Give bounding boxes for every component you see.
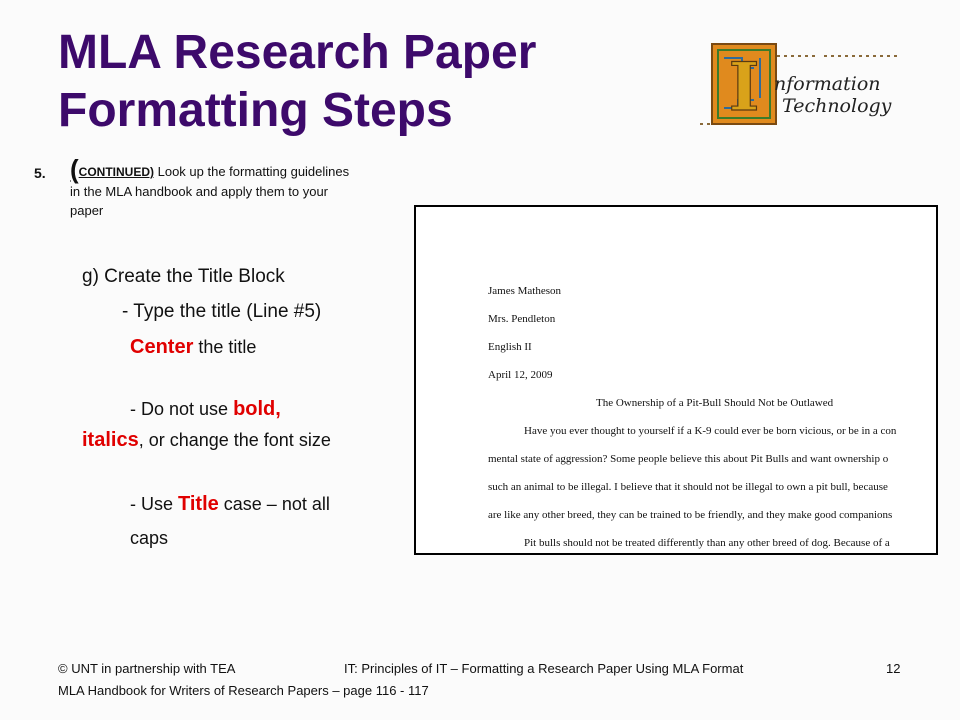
substep-g-heading: g) Create the Title Block	[82, 266, 285, 287]
slide-title-line-2: Formatting Steps	[58, 84, 453, 137]
center-rest: the title	[193, 337, 257, 357]
substep-title-case	[130, 493, 330, 516]
substep-type-title: - Type the title (Line #5)	[122, 301, 322, 322]
title-case-rest: case – not all	[218, 494, 330, 514]
bold-emphasis: bold,	[233, 398, 281, 420]
substep-caps: caps	[130, 528, 169, 548]
step-description: Look up the formatting guidelines in the MLA handbook and apply them to your paper	[70, 164, 350, 218]
substep-italics	[82, 429, 331, 452]
step-5	[34, 154, 354, 220]
footer-course-title: IT: Principles of IT – Formatting a Research Paper Using MLA Format	[344, 661, 744, 676]
footer-copyright: © UNT in partnership with TEA	[58, 661, 236, 676]
footer-source: MLA Handbook for Writers of Research Papers – page 116 - 117	[58, 683, 429, 698]
logo-word-1: nformation	[774, 73, 881, 95]
footer-page-number: 12	[886, 661, 901, 676]
sample-header-date: April 12, 2009	[488, 369, 553, 381]
title-emphasis: Title	[178, 493, 219, 515]
sample-paper-title: The Ownership of a Pit-Bull Should Not be Outlawed	[596, 397, 834, 409]
information-technology-logo	[700, 38, 912, 138]
sample-body-line: mental state of aggression? Some people believe this about Pit Bulls and want ownership o	[488, 453, 889, 465]
step-text	[70, 154, 354, 220]
step-continued: CONTINUED)	[78, 165, 154, 179]
title-case-prefix: - Use	[130, 494, 179, 514]
sample-paper-image	[414, 205, 938, 555]
substep-no-bold	[130, 398, 281, 421]
logo-word-2: Technology	[782, 95, 892, 117]
sample-header-teacher: Mrs. Pendleton	[488, 313, 556, 325]
no-bold-prefix: - Do not use	[130, 399, 234, 419]
sample-header-course: English II	[488, 341, 532, 353]
sample-body-line: Pit bulls should not be treated differently than any other breed of dog. Because of a	[524, 537, 890, 549]
slide-title-line-1: MLA Research Paper	[58, 26, 537, 79]
sample-header-name: James Matheson	[488, 285, 562, 297]
sample-body-line: Have you ever thought to yourself if a K-9 could ever be born vicious, or be in a con	[524, 425, 897, 437]
step-paren: (	[70, 154, 79, 184]
center-emphasis: Center	[130, 336, 194, 358]
sample-body-line: are like any other breed, they can be trained to be friendly, and they make good companions	[488, 509, 893, 521]
italics-rest: , or change the font size	[138, 430, 331, 450]
step-number: 5.	[34, 165, 46, 181]
logo-letter: I	[728, 48, 760, 126]
slide-title	[58, 24, 536, 140]
substep-center	[130, 336, 256, 359]
sample-body-line: such an animal to be illegal. I believe that it should not be illegal to own a pit bull, because	[488, 481, 888, 493]
italics-emphasis: italics	[82, 429, 139, 451]
